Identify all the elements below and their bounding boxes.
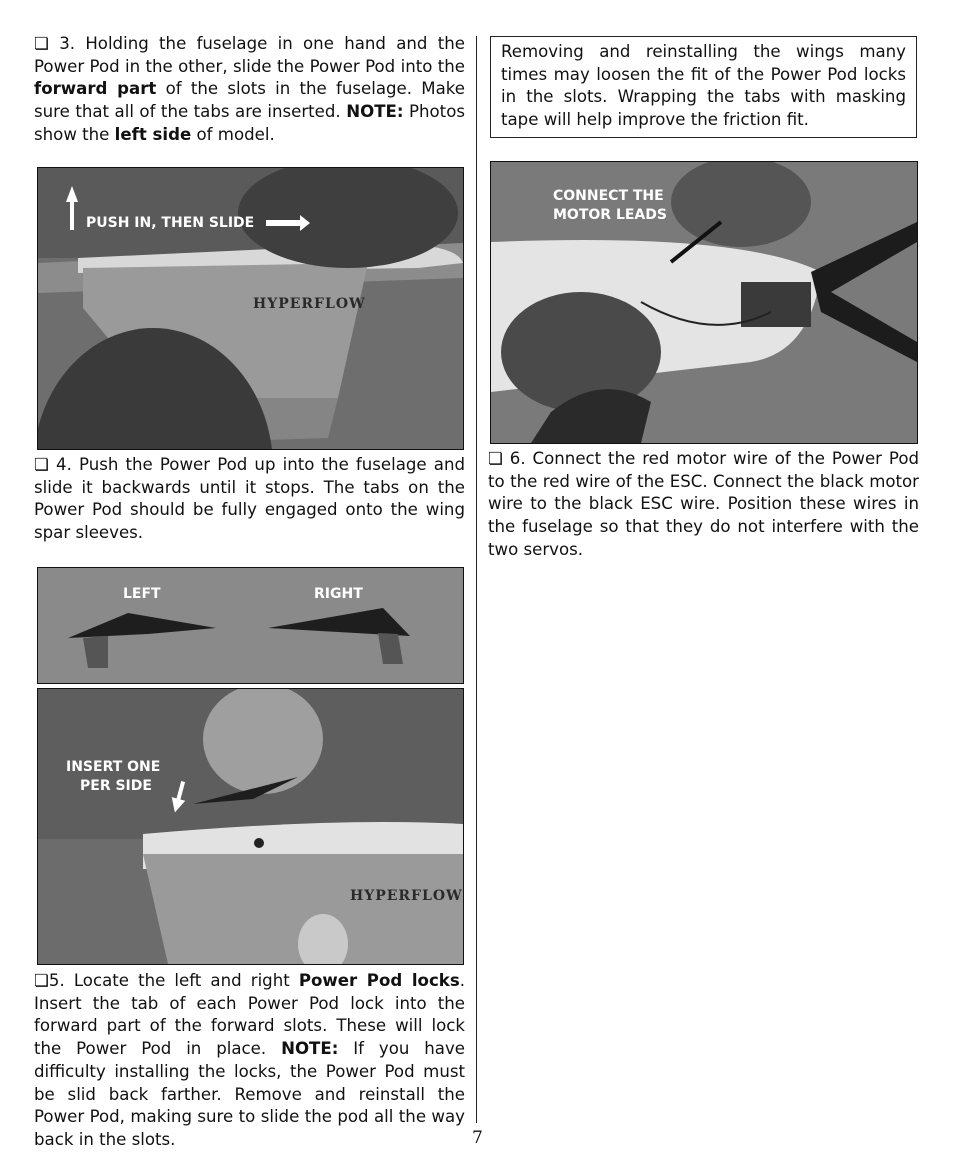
step-3-part-3: Photos show the (34, 102, 465, 144)
note-box (490, 36, 917, 138)
photo-motor-leads (490, 161, 918, 444)
step-3-note-label: NOTE: (346, 102, 404, 122)
step-4-text (34, 454, 465, 545)
step-3-part-1: 3. Holding the fuselage in one hand and the Power Pod in the other, slide the Power Pod into the (34, 34, 465, 76)
caption-line-2: MOTOR LEADS (553, 207, 667, 223)
caption-line-1: INSERT ONE (66, 759, 161, 775)
right-label: RIGHT (314, 586, 363, 602)
step-5-note-label: NOTE: (281, 1039, 339, 1059)
checkbox-icon[interactable]: ❏ (34, 455, 49, 474)
step-3-part-4: of model. (191, 124, 275, 144)
step-5-text (34, 970, 465, 1152)
checkbox-icon[interactable]: ❏ (488, 449, 503, 468)
step-5-bold-pod-locks: Power Pod locks (298, 971, 460, 990)
caption-line-2: PER SIDE (80, 778, 152, 794)
hyperflow-logo: HYPERFLOW (350, 888, 463, 904)
photo-insert-locks (37, 688, 464, 965)
step-3-bold-left-side: left side (114, 124, 192, 144)
photo-pod-locks (37, 567, 464, 684)
step-3-text (34, 33, 465, 147)
note-box-text: Removing and reinstalling the wings many times may loosen the fit of the Power Pod locks in the slots. Wrapping the tabs with masking tape will help improve the friction fit. (501, 42, 906, 130)
photo-push-in-slide (37, 167, 464, 450)
step-5-part-1: 5. Locate the left and right (48, 971, 299, 990)
step-3-bold-forward-part: forward part (34, 79, 157, 99)
checkbox-icon[interactable]: ❏ (34, 34, 49, 53)
caption-line-1: CONNECT THE (553, 188, 664, 204)
step-5-part-2: . Insert the tab of each Power Pod lock into the forward part of the forward slots. These will lock the Power Pod in place. (34, 971, 465, 1059)
step-5-part-3: If you have difficulty installing the locks, the Power Pod must be slid back farther. Remove and reinstall the Power Pod, making sure to slide the pod all the way back in the slots. (34, 1039, 465, 1149)
step-6-body: 6. Connect the red motor wire of the Power Pod to the red wire of the ESC. Connect the black motor wire to the black ESC wire. Position these wires in the fuselage so that they do not interfere with the two servos. (488, 449, 919, 559)
checkbox-icon[interactable]: ❏ (34, 971, 49, 990)
step-6-text (488, 448, 919, 562)
left-label: LEFT (123, 586, 161, 602)
page-number: 7 (472, 1128, 483, 1148)
step-4-body: 4. Push the Power Pod up into the fuselage and slide it backwards until it stops. The tabs on the Power Pod should be fully engaged onto the wing spar sleeves. (34, 455, 465, 543)
step-3-part-2: of the slots in the fuselage. Make sure that all of the tabs are inserted. (34, 79, 465, 122)
column-divider (476, 36, 477, 1123)
hyperflow-logo: HYPERFLOW (253, 296, 366, 312)
photo-caption: PUSH IN, THEN SLIDE (86, 215, 255, 231)
